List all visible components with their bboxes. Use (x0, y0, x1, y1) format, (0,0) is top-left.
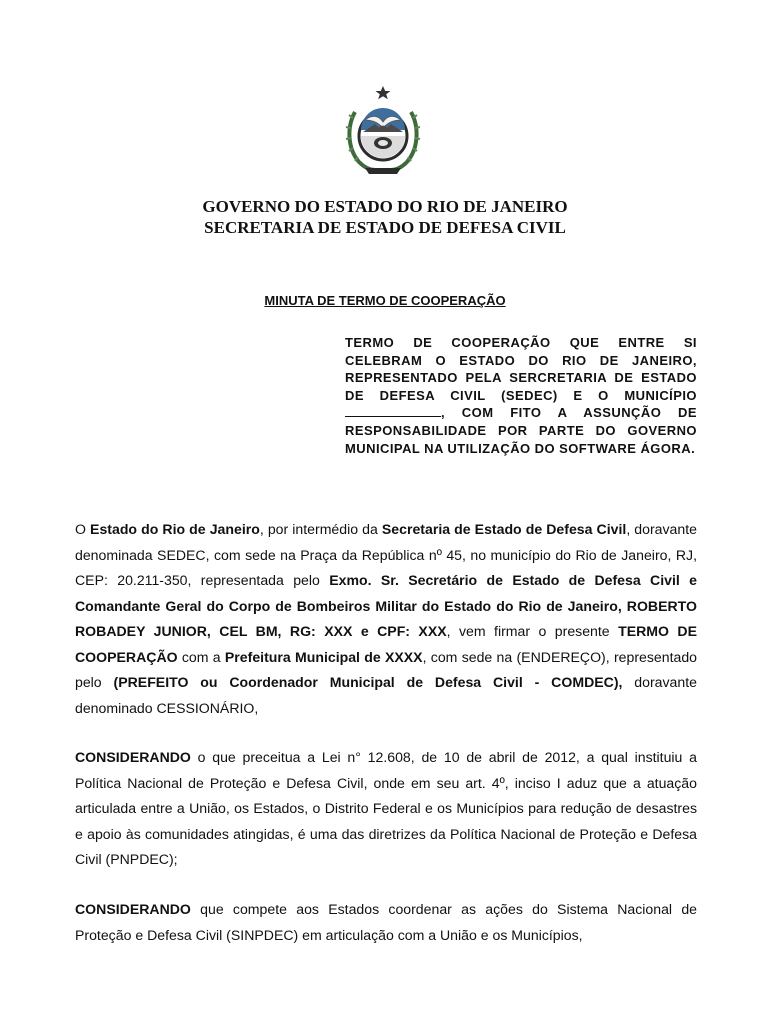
document-title: MINUTA DE TERMO DE COOPERAÇÃO (264, 293, 506, 308)
text-run: , com sede na (ENDEREÇO), representado pelo (75, 648, 698, 690)
header-line-government: GOVERNO DO ESTADO DO RIO DE JANEIRO (202, 197, 568, 216)
text-run: que compete aos Estados coordenar as ações do Sistema Nacional de Proteção e Defesa Civil (SINPDEC) em articulação com a União e os Municípios, (75, 901, 697, 943)
text-run: O (75, 521, 91, 537)
paragraph-parties (75, 517, 697, 721)
ementa-summary (345, 334, 697, 457)
header-line-secretariat: SECRETARIA DE ESTADO DE DEFESA CIVIL (204, 218, 566, 237)
text-run: , doravante denominada SEDEC, com sede na Praça da República nº 45, no município do Rio de Janeiro, RJ, CEP: 20.211-350, representada pelo (75, 521, 697, 588)
text-run: , por intermédio da (259, 521, 382, 537)
text-run: doravante denominado CESSIONÁRIO, (75, 674, 697, 716)
text-run: , vem firmar o presente (446, 623, 619, 639)
municipality-blank (345, 405, 441, 417)
bold-run: Exmo. Sr. Secretário de Estado de Defesa Civil e Comandante Geral do Corpo de Bombeiros Militar do Estado do Rio de Janeiro, ROBERTO ROBADEY JUNIOR, CEL BM, RG: XXX e CPF: XXX (75, 572, 697, 639)
bold-run: (PREFEITO ou Coordenador Municipal de Defesa Civil - COMDEC), (113, 674, 623, 690)
government-header (0, 196, 770, 238)
text-run: com a (177, 648, 225, 665)
ementa-text-part1: TERMO DE COOPERAÇÃO QUE ENTRE SI CELEBRAM O ESTADO DO RIO DE JANEIRO, REPRESENTADO PELA SERCRETARIA DE ESTADO DE DEFESA CIVIL (SEDEC) E O MUNICÍPIO (345, 335, 697, 403)
paragraph-considerando-1 (75, 745, 697, 873)
bold-run: CONSIDERANDO (75, 901, 191, 917)
coat-of-arms-icon (341, 86, 425, 180)
bold-run: Prefeitura Municipal de XXXX (224, 648, 423, 665)
bold-run: TERMO DE COOPERAÇÃO (75, 623, 698, 665)
bold-run: Estado do Rio de Janeiro (90, 521, 260, 537)
paragraph-considerando-2 (75, 897, 697, 948)
text-run: o que preceitua a Lei n° 12.608, de 10 de abril de 2012, a qual instituiu a Política Nacional de Proteção e Defesa Civil, onde em seu art. 4º, inciso I aduz que a atuação articulada entre a União, os Estados, o Distrito Federal e os Municípios para redução de desastres e apoio às comunidades atingidas, é uma das diretrizes da Política Nacional de Proteção e Defesa Civil (PNPDEC); (75, 749, 697, 867)
bold-run: CONSIDERANDO (75, 749, 191, 765)
bold-run: Secretaria de Estado de Defesa Civil (381, 521, 627, 537)
ementa-text-part2: , COM FITO A ASSUNÇÃO DE RESPONSABILIDADE POR PARTE DO GOVERNO MUNICIPAL NA UTILIZAÇÃO DO SOFTWARE ÁGORA. (345, 405, 697, 456)
